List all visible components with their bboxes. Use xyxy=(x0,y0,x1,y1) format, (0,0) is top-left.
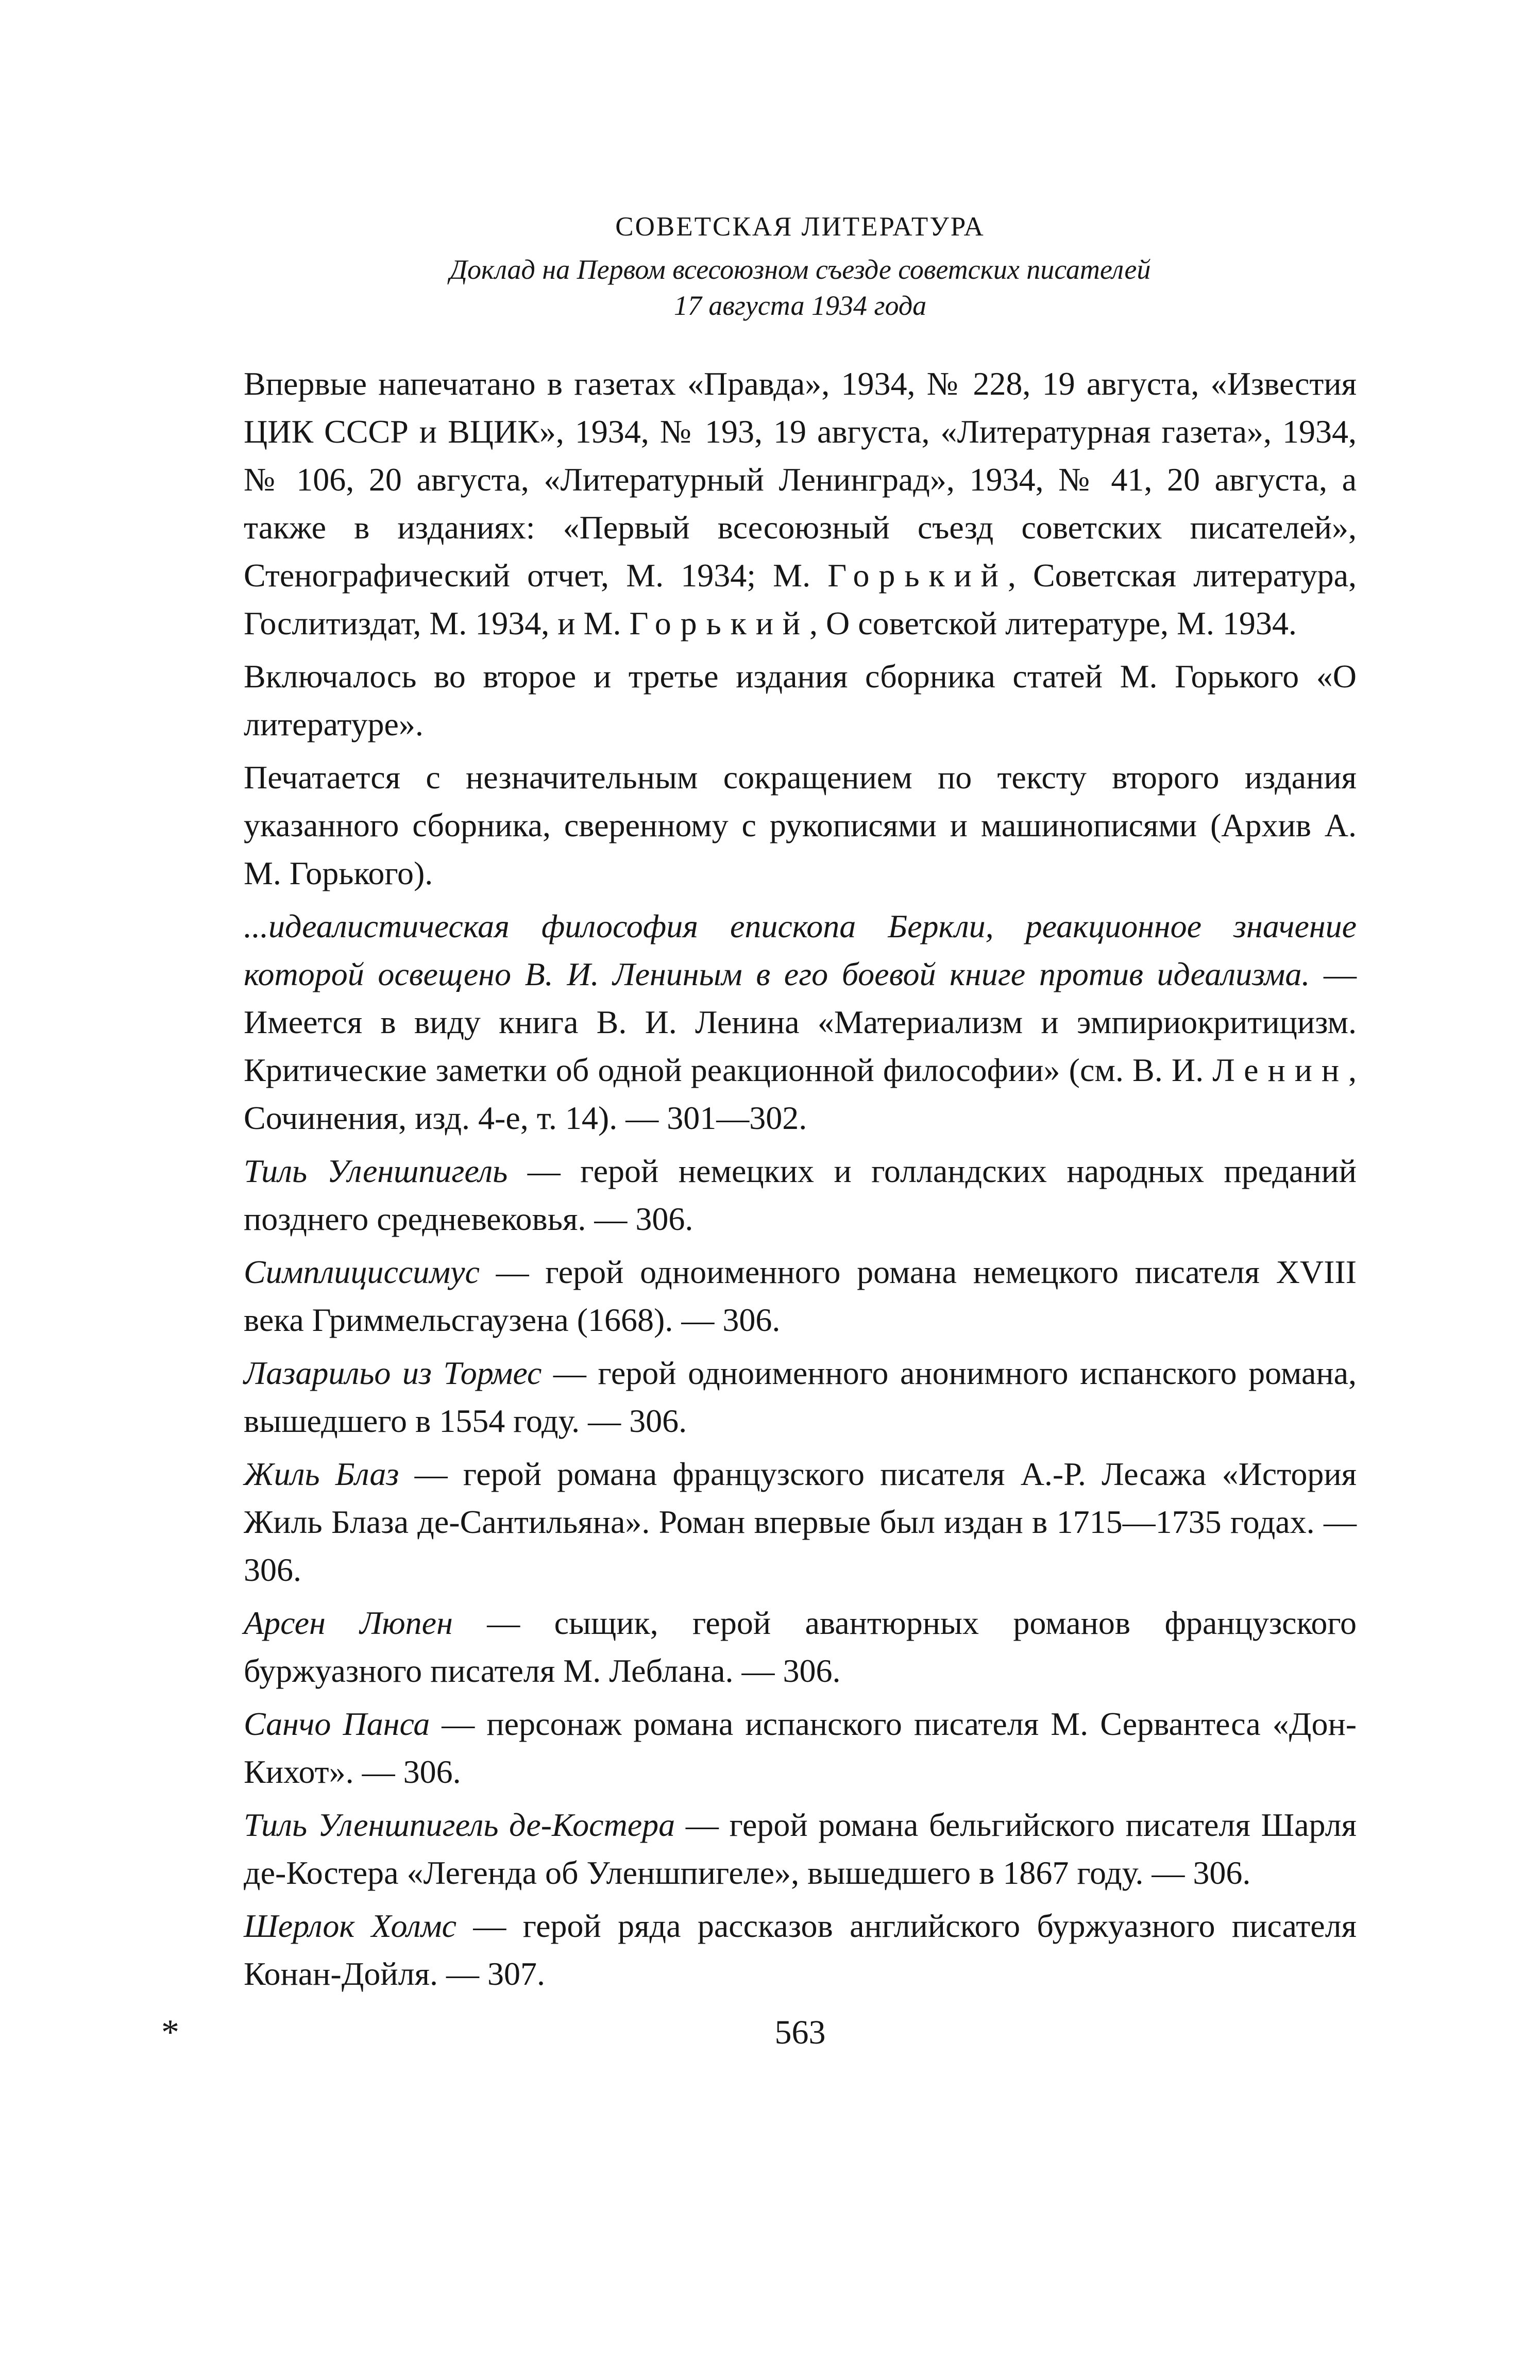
note-de-coster xyxy=(244,1801,1357,1897)
note-text: — сыщик, герой авантюрных романов французского буржуазного писателя М. Леблана. — 306. xyxy=(244,1605,1357,1689)
note-term: Санчо Панса xyxy=(244,1706,430,1742)
section-heading: СОВЕТСКАЯ ЛИТЕРАТУРА xyxy=(615,212,985,242)
note-text: — герой романа бельгийского писателя Шарля де-Костера «Легенда об Уленшпигеле», вышедшего в 1867 году. — 306. xyxy=(244,1807,1357,1891)
note-term: Шерлок Холмс xyxy=(244,1908,457,1944)
note-term: ...идеалистическая философия епископа Беркли, реакционное значение которой освещено В. И. Лениным в его боевой книге против идеализма. xyxy=(244,908,1357,992)
note-lazarillo xyxy=(244,1349,1357,1445)
note-text-b: , Сочинения, изд. 4-е, т. 14). — 301—302. xyxy=(244,1052,1357,1136)
signature-mark: * xyxy=(161,2013,179,2052)
note-sherlock-holmes xyxy=(244,1902,1357,1998)
subtitle-line-1: Доклад на Первом всесоюзном съезде советских писателей xyxy=(449,254,1151,285)
note-text-a: — Имеется в виду книга В. И. Ленина «Материализм и эмпириокритицизм. Критические заметки об одной реакционной философии» (см. В. И. xyxy=(244,956,1357,1088)
note-term: Тиль Уленшпигель де-Костера xyxy=(244,1807,675,1843)
note-arsene-lupin xyxy=(244,1599,1357,1695)
note-simplicissimus xyxy=(244,1248,1357,1344)
note-text: — герой одноименного романа немецкого писателя XVIII века Гриммельсгаузена (1668). — 306. xyxy=(244,1254,1357,1338)
author-name-2: Горький xyxy=(629,605,810,642)
source-paragraph: Печатается с незначительным сокращением по тексту второго издания указанного сборника, сверенному с рукописями и машинописями (Архив А. М. Горького). xyxy=(244,759,1357,891)
note-term: Тиль Уленшпигель xyxy=(244,1153,508,1189)
note-gil-blas xyxy=(244,1450,1357,1594)
note-text: — герой немецких и голландских народных преданий позднего средневековья. — 306. xyxy=(244,1153,1357,1237)
section-subtitle xyxy=(244,251,1357,324)
note-term: Симплициссимус xyxy=(244,1254,480,1290)
publication-paragraph xyxy=(244,360,1357,647)
publication-text-c: , О советской литературе, М. 1934. xyxy=(809,605,1297,642)
note-term: Жиль Блаз xyxy=(244,1456,399,1492)
note-berkeley xyxy=(244,902,1357,1142)
publication-text-a: Впервые напечатано в газетах «Правда», 1934, № 228, 19 августа, «Известия ЦИК СССР и ВЦИК», 1934, № 193, 19 августа, «Литературная газета», 1934, № 106, 20 августа, «Литературный Ленинград», 1934, № 41, 20 августа, а также в изданиях: «Первый всесоюзный съезд советских писателей», Стенографический отчет, М. 1934; М. xyxy=(244,365,1357,594)
note-text: — персонаж романа испанского писателя М. Сервантеса «Дон-Кихот». — 306. xyxy=(244,1706,1357,1790)
page-content xyxy=(161,206,1357,2052)
page-footer xyxy=(161,2010,1357,2061)
note-text: — герой ряда рассказов английского буржуазного писателя Конан-Дойля. — 307. xyxy=(244,1908,1357,1992)
note-term: Арсен Люпен xyxy=(244,1605,453,1641)
note-author-name: Ленин xyxy=(1212,1052,1348,1088)
inclusion-paragraph: Включалось во второе и третье издания сборника статей М. Горького «О литературе». xyxy=(244,658,1357,742)
note-text: — герой романа французского писателя А.-Р. Лесажа «История Жиль Блаза де-Сантильяна». Роман впервые был издан в 1715—1735 годах. — 306. xyxy=(244,1456,1357,1588)
publication-text-b: , Советская литература, Гослитиздат, М. 1934, и М. xyxy=(244,557,1357,642)
page-number: 563 xyxy=(774,2014,826,2051)
author-name-1: Горький xyxy=(827,557,1008,594)
note-term: Лазарильо из Тормес xyxy=(244,1355,542,1391)
note-sancho-panza xyxy=(244,1700,1357,1796)
note-text: — герой одноименного анонимного испанского романа, вышедшего в 1554 году. — 306. xyxy=(244,1355,1357,1439)
note-till-eulenspiegel xyxy=(244,1147,1357,1243)
subtitle-line-2: 17 августа 1934 года xyxy=(673,290,927,321)
commentary-body xyxy=(244,360,1357,1998)
